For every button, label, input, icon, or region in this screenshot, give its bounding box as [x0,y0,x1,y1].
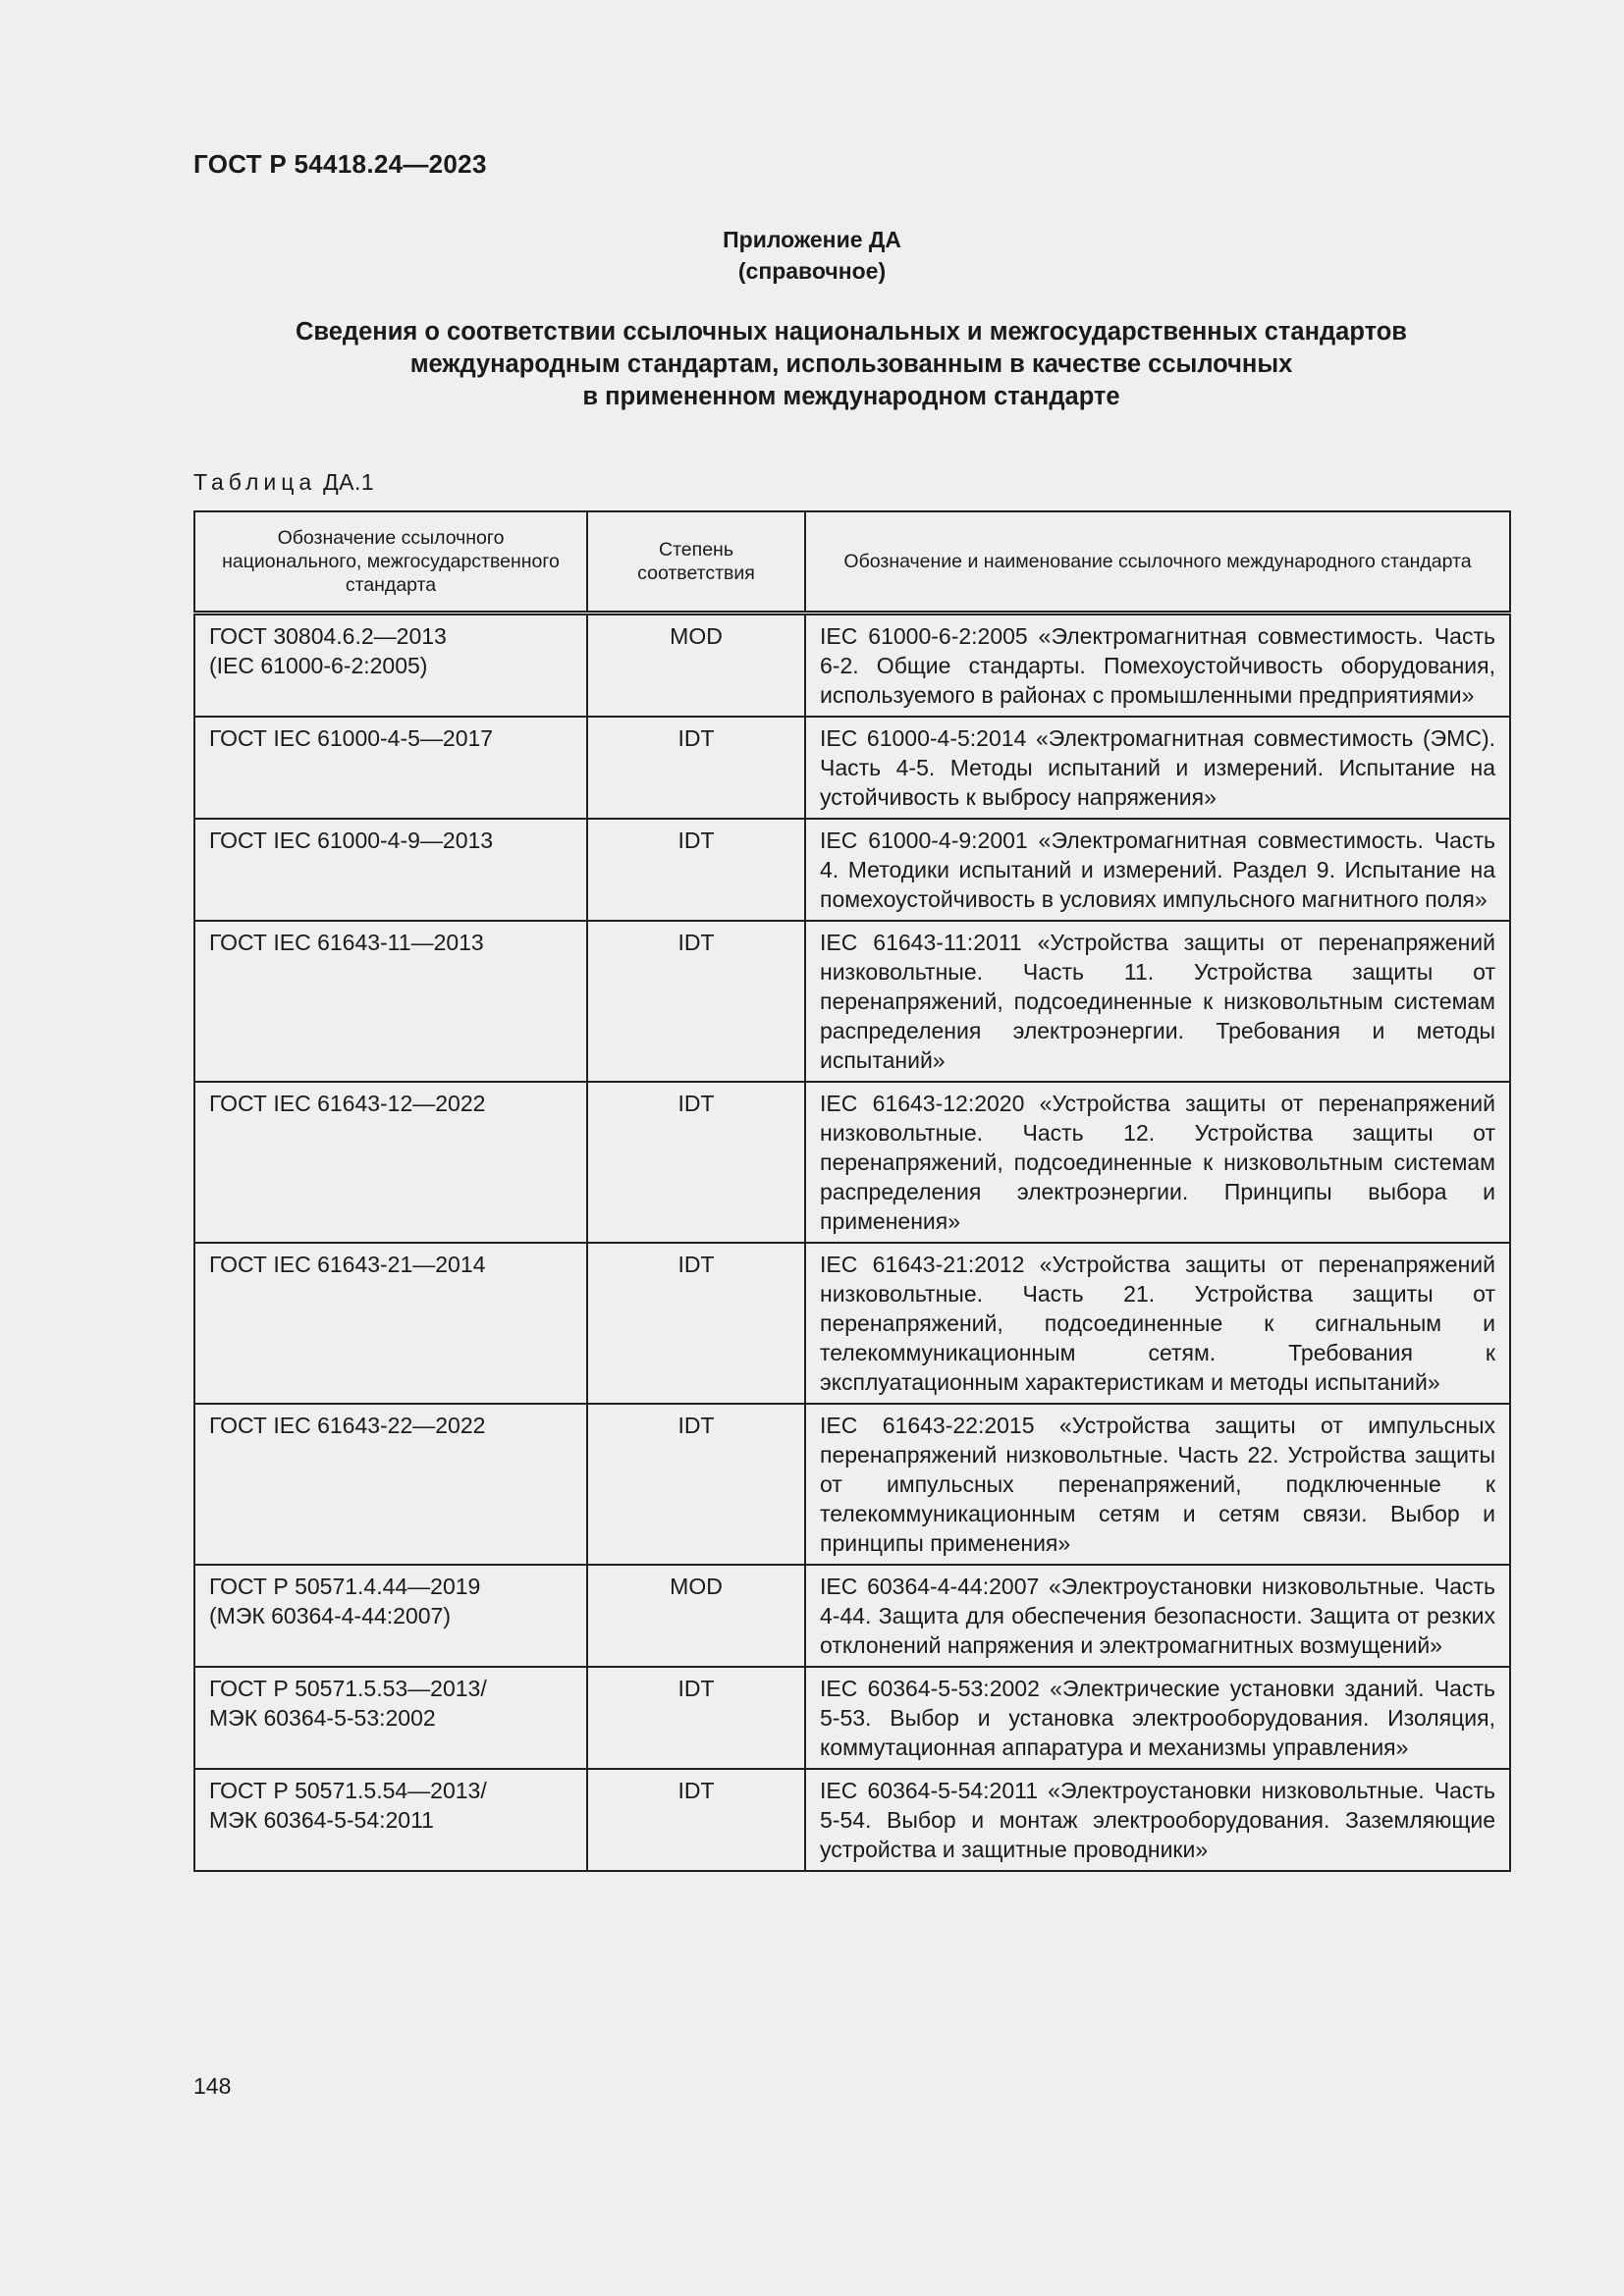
degree-cell: IDT [587,717,805,819]
document-code: ГОСТ Р 54418.24—2023 [193,149,487,179]
international-standard-cell: IEC 61000-6-2:2005 «Электромагнитная совместимость. Часть 6-2. Общие стандарты. Помехоустойчивость оборудования, используемого в районах с промышленными предприятиями» [805,614,1510,718]
table-body [194,614,1510,1872]
international-standard-cell: IEC 61000-4-5:2014 «Электромагнитная совместимость (ЭМС). Часть 4-5. Методы испытаний и измерений. Испытание на устойчивость к выбросу напряжения» [805,717,1510,819]
column-header-national-standard: Обозначение ссылочного национального, межгосударственного стандарта [194,511,587,614]
document-title [196,316,1506,413]
table-caption [193,469,374,496]
national-standard-designation: (МЭК 60364-4-44:2007) [209,1603,452,1629]
national-standard-cell [194,1565,587,1667]
national-standard-designation: ГОСТ IEC 61643-11—2013 [209,930,484,955]
degree-cell: IDT [587,1082,805,1243]
national-standard-designation: ГОСТ IEC 61000-4-9—2013 [209,828,494,853]
national-standard-designation: МЭК 60364-5-54:2011 [209,1807,434,1833]
document-title-line: в примененном международном стандарте [582,383,1120,410]
column-header-international-standard: Обозначение и наименование ссылочного международного стандарта [805,511,1510,614]
reference-table [193,510,1511,1872]
national-standard-cell [194,717,587,819]
national-standard-designation: ГОСТ 30804.6.2—2013 [209,623,447,649]
degree-cell: MOD [587,614,805,718]
appendix-title: Приложение ДА [723,227,901,252]
national-standard-cell [194,921,587,1082]
national-standard-cell [194,1082,587,1243]
table-row [194,1769,1510,1871]
national-standard-designation: ГОСТ Р 50571.5.53—2013/ [209,1676,487,1701]
international-standard-cell: IEC 60364-5-53:2002 «Электрические установки зданий. Часть 5-53. Выбор и установка электрооборудования. Изоляция, коммутационная аппаратура и механизмы управления» [805,1667,1510,1769]
international-standard-cell: IEC 60364-4-44:2007 «Электроустановки низковольтные. Часть 4-44. Защита для обеспечения безопасности. Защита от резких отклонений напряжения и электромагнитных возмущений» [805,1565,1510,1667]
national-standard-designation: МЭК 60364-5-53:2002 [209,1705,436,1731]
national-standard-cell [194,614,587,718]
international-standard-cell: IEC 61643-11:2011 «Устройства защиты от перенапряжений низковольтные. Часть 11. Устройства защиты от перенапряжений, подсоединенные к низковольтным системам распределения электроэнергии. Требования и методы испытаний» [805,921,1510,1082]
table-caption-number: ДА.1 [323,469,375,495]
degree-cell: IDT [587,1243,805,1404]
national-standard-cell [194,1404,587,1565]
international-standard-cell: IEC 60364-5-54:2011 «Электроустановки низковольтные. Часть 5-54. Выбор и монтаж электрооборудования. Заземляющие устройства и защитные проводники» [805,1769,1510,1871]
national-standard-designation: ГОСТ IEC 61643-12—2022 [209,1091,486,1116]
national-standard-designation: ГОСТ IEC 61000-4-5—2017 [209,725,494,751]
national-standard-designation: ГОСТ Р 50571.4.44—2019 [209,1574,481,1599]
table-row [194,1404,1510,1565]
table-caption-word: Таблица [193,469,317,495]
table-row [194,921,1510,1082]
table-row [194,717,1510,819]
national-standard-cell [194,1769,587,1871]
national-standard-designation: ГОСТ IEC 61643-22—2022 [209,1413,486,1438]
international-standard-cell: IEC 61643-12:2020 «Устройства защиты от перенапряжений низковольтные. Часть 12. Устройства защиты от перенапряжений, подсоединенные к низковольтным системам распределения электроэнергии. Принципы выбора и применения» [805,1082,1510,1243]
table-row [194,614,1510,718]
national-standard-cell [194,1667,587,1769]
national-standard-designation: ГОСТ Р 50571.5.54—2013/ [209,1778,487,1803]
table-row [194,1243,1510,1404]
national-standard-designation: ГОСТ IEC 61643-21—2014 [209,1252,486,1277]
national-standard-cell [194,819,587,921]
page-number: 148 [193,2073,232,2099]
international-standard-cell: IEC 61000-4-9:2001 «Электромагнитная совместимость. Часть 4. Методики испытаний и измерений. Раздел 9. Испытание на помехоустойчивость в условиях импульсного магнитного поля» [805,819,1510,921]
table-row [194,1565,1510,1667]
document-title-line: Сведения о соответствии ссылочных национальных и межгосударственных стандартов [296,318,1407,346]
international-standard-cell: IEC 61643-21:2012 «Устройства защиты от перенапряжений низковольтные. Часть 21. Устройства защиты от перенапряжений, подсоединенные к сигнальным и телекоммуникационным сетям. Требования к эксплуатационным характеристикам и методы испытаний» [805,1243,1510,1404]
degree-cell: IDT [587,819,805,921]
column-header-degree: Степень соответствия [587,511,805,614]
degree-cell: MOD [587,1565,805,1667]
table-row [194,1667,1510,1769]
document-title-line: международным стандартам, использованным в качестве ссылочных [409,350,1293,378]
table-header-row [194,511,1510,614]
degree-cell: IDT [587,1769,805,1871]
degree-cell: IDT [587,921,805,1082]
table-row [194,1082,1510,1243]
international-standard-cell: IEC 61643-22:2015 «Устройства защиты от импульсных перенапряжений низковольтные. Часть 22. Устройства защиты от импульсных перенапряжений, подключенные к телекоммуникационным сетям и сетям связи. Выбор и принципы применения» [805,1404,1510,1565]
degree-cell: IDT [587,1667,805,1769]
table-row [194,819,1510,921]
appendix-heading [0,224,1624,287]
degree-cell: IDT [587,1404,805,1565]
national-standard-designation: (IEC 61000-6-2:2005) [209,653,428,678]
national-standard-cell [194,1243,587,1404]
appendix-subtitle: (справочное) [737,258,887,284]
